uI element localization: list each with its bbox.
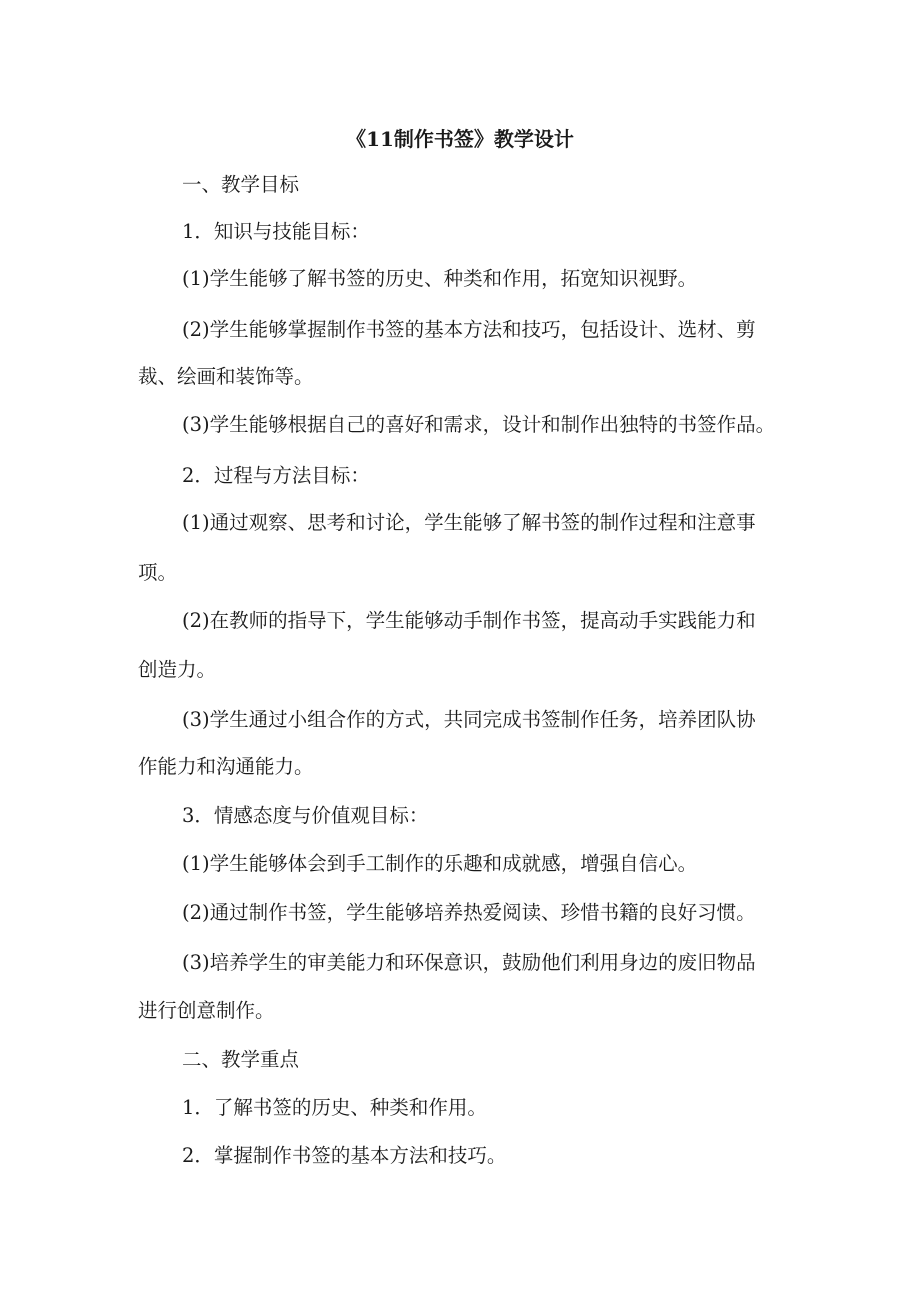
paragraph-line-continued: 创造力。 — [138, 658, 217, 681]
paragraph-line-continued: 进行创意制作。 — [138, 999, 275, 1022]
subheading-knowledge-skills: 1．知识与技能目标： — [182, 220, 370, 243]
paragraph-line: (1)学生能够了解书签的历史、种类和作用，拓宽知识视野。 — [182, 267, 698, 290]
paragraph-line: (3)学生通过小组合作的方式，共同完成书签制作任务，培养团队协 — [182, 708, 756, 731]
paragraph-line: (3)培养学生的审美能力和环保意识，鼓励他们利用身边的废旧物品 — [182, 951, 756, 974]
paragraph-line: 2．掌握制作书签的基本方法和技巧。 — [182, 1144, 507, 1167]
subheading-process-methods: 2．过程与方法目标： — [182, 464, 370, 487]
paragraph-line-continued: 裁、绘画和装饰等。 — [138, 365, 314, 388]
paragraph-line: 1．了解书签的历史、种类和作用。 — [182, 1096, 487, 1119]
paragraph-line: (1)学生能够体会到手工制作的乐趣和成就感，增强自信心。 — [182, 852, 698, 875]
paragraph-line: (1)通过观察、思考和讨论，学生能够了解书签的制作过程和注意事 — [182, 511, 756, 534]
section-heading-key-points: 二、教学重点 — [182, 1048, 300, 1071]
paragraph-line: (2)学生能够掌握制作书签的基本方法和技巧，包括设计、选材、剪 — [182, 318, 756, 341]
paragraph-line-continued: 项。 — [138, 561, 178, 584]
subheading-emotion-values: 3．情感态度与价值观目标： — [182, 804, 429, 827]
paragraph-line: (2)通过制作书签，学生能够培养热爱阅读、珍惜书籍的良好习惯。 — [182, 901, 756, 924]
section-heading-objectives: 一、教学目标 — [182, 173, 300, 196]
document-title: 《11制作书签》教学设计 — [346, 127, 574, 151]
paragraph-line-continued: 作能力和沟通能力。 — [138, 755, 314, 778]
paragraph-line: (3)学生能够根据自己的喜好和需求，设计和制作出独特的书签作品。 — [182, 413, 776, 436]
paragraph-line: (2)在教师的指导下，学生能够动手制作书签，提高动手实践能力和 — [182, 609, 756, 632]
